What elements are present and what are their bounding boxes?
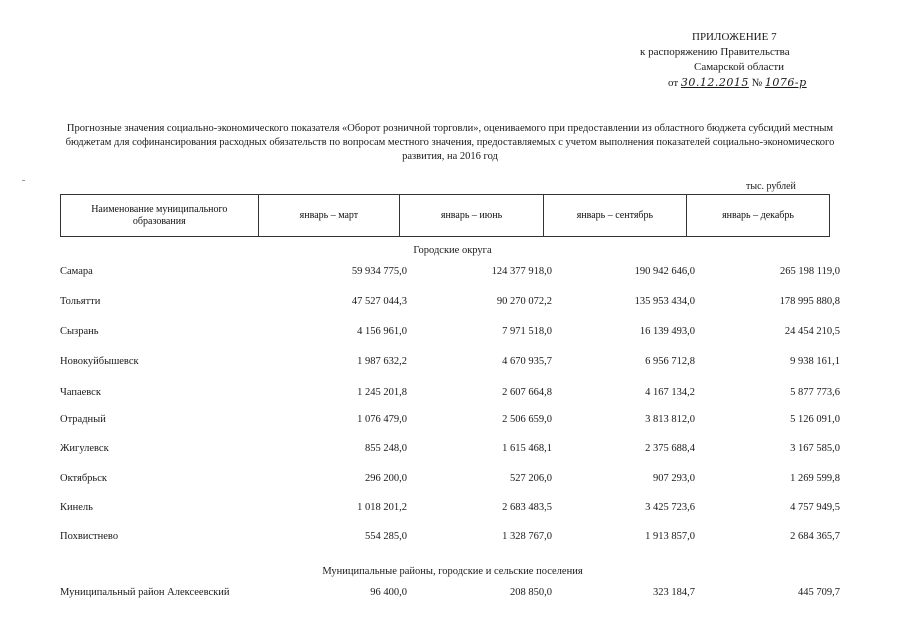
column-header-q3: январь – сентябрь — [543, 195, 686, 237]
table-row — [60, 356, 840, 370]
value-q1: 554 285,0 — [365, 531, 407, 542]
value-q3: 190 942 646,0 — [634, 266, 695, 277]
value-q4: 5 126 091,0 — [790, 414, 840, 425]
value-q2: 2 683 483,5 — [502, 502, 552, 513]
table-row — [60, 473, 840, 487]
municipality-name: Жигулевск — [60, 443, 109, 454]
value-q2: 1 328 767,0 — [502, 531, 552, 542]
value-q1: 1 018 201,2 — [357, 502, 407, 513]
margin-mark — [22, 180, 25, 181]
table-row — [60, 414, 840, 428]
municipality-name: Муниципальный район Алексеевский — [60, 587, 230, 598]
value-q3: 16 139 493,0 — [639, 326, 695, 337]
appendix-header — [640, 30, 870, 91]
value-q2: 2 607 664,8 — [502, 387, 552, 398]
value-q1: 47 527 044,3 — [351, 296, 407, 307]
value-q1: 1 987 632,2 — [357, 356, 407, 367]
municipality-name: Сызрань — [60, 326, 99, 337]
municipality-name: Самара — [60, 266, 93, 277]
number-prefix: № — [751, 77, 763, 89]
date-prefix: от — [668, 77, 679, 89]
table-header — [60, 194, 830, 237]
value-q1: 96 400,0 — [370, 587, 407, 598]
value-q3: 4 167 134,2 — [645, 387, 695, 398]
value-q4: 24 454 210,5 — [784, 326, 840, 337]
value-q2: 124 377 918,0 — [491, 266, 552, 277]
value-q2: 2 506 659,0 — [502, 414, 552, 425]
value-q4: 3 167 585,0 — [790, 443, 840, 454]
municipality-name: Октябрьск — [60, 473, 107, 484]
table-row — [60, 502, 840, 516]
section-title: Муниципальные районы, городские и сельские поселения — [322, 566, 583, 577]
value-q2: 90 270 072,2 — [496, 296, 552, 307]
section-title: Городские округа — [413, 245, 492, 256]
value-q3: 135 953 434,0 — [634, 296, 695, 307]
table-row — [60, 326, 840, 340]
value-q2: 208 850,0 — [510, 587, 552, 598]
municipality-name: Тольятти — [60, 296, 101, 307]
municipality-name: Отрадный — [60, 414, 106, 425]
value-q4: 4 757 949,5 — [790, 502, 840, 513]
value-q4: 265 198 119,0 — [780, 266, 840, 277]
municipality-name: Кинель — [60, 502, 93, 513]
value-q2: 1 615 468,1 — [502, 443, 552, 454]
value-q2: 7 971 518,0 — [502, 326, 552, 337]
value-q3: 2 375 688,4 — [645, 443, 695, 454]
value-q1: 1 245 201,8 — [357, 387, 407, 398]
value-q1: 1 076 479,0 — [357, 414, 407, 425]
column-header-q2: январь – июнь — [400, 195, 544, 237]
municipality-name: Чапаевск — [60, 387, 101, 398]
column-header-q4: январь – декабрь — [687, 195, 830, 237]
value-q4: 2 684 365,7 — [790, 531, 840, 542]
value-q1: 59 934 775,0 — [351, 266, 407, 277]
appendix-region-line: Самарской области — [694, 61, 785, 73]
value-q3: 6 956 712,8 — [645, 356, 695, 367]
municipality-name: Новокуйбышевск — [60, 356, 139, 367]
value-q3: 323 184,7 — [653, 587, 695, 598]
column-header-q1: январь – март — [258, 195, 400, 237]
appendix-label: ПРИЛОЖЕНИЕ 7 — [692, 31, 777, 43]
value-q1: 855 248,0 — [365, 443, 407, 454]
value-q2: 527 206,0 — [510, 473, 552, 484]
table-row — [60, 587, 840, 601]
value-q4: 445 709,7 — [798, 587, 840, 598]
table-row — [60, 531, 840, 545]
document-title: Прогнозные значения социально-экономического показателя «Оборот розничной торговли», оцениваемого при предоставлении из областного бюджета субсидий местным бюджетам для софинансирования расходных обязательств по вопросам местного значения, предоставляемых с учетом выполнения показателей социально-экономического развития, на 2016 год — [65, 123, 835, 162]
value-q3: 3 425 723,6 — [645, 502, 695, 513]
appendix-date-line — [640, 75, 870, 91]
value-q3: 1 913 857,0 — [645, 531, 695, 542]
value-q2: 4 670 935,7 — [502, 356, 552, 367]
table-header-row — [61, 195, 830, 237]
table-row — [60, 296, 840, 310]
municipality-name: Похвистнево — [60, 531, 119, 542]
handwritten-date: 30.12.2015 — [680, 76, 749, 89]
value-q1: 4 156 961,0 — [357, 326, 407, 337]
table-row — [60, 266, 840, 280]
column-header-name: Наименование муниципального образования — [61, 195, 259, 237]
table-row — [60, 387, 840, 401]
value-q4: 9 938 161,1 — [790, 356, 840, 367]
value-q4: 178 995 880,8 — [779, 296, 840, 307]
value-q3: 3 813 812,0 — [645, 414, 695, 425]
units-label: тыс. рублей — [746, 181, 796, 192]
table-row — [60, 443, 840, 457]
handwritten-number: 1076-р — [764, 76, 807, 89]
value-q4: 5 877 773,6 — [790, 387, 840, 398]
value-q3: 907 293,0 — [653, 473, 695, 484]
value-q1: 296 200,0 — [365, 473, 407, 484]
appendix-order-line: к распоряжению Правительства — [640, 46, 790, 58]
value-q4: 1 269 599,8 — [790, 473, 840, 484]
